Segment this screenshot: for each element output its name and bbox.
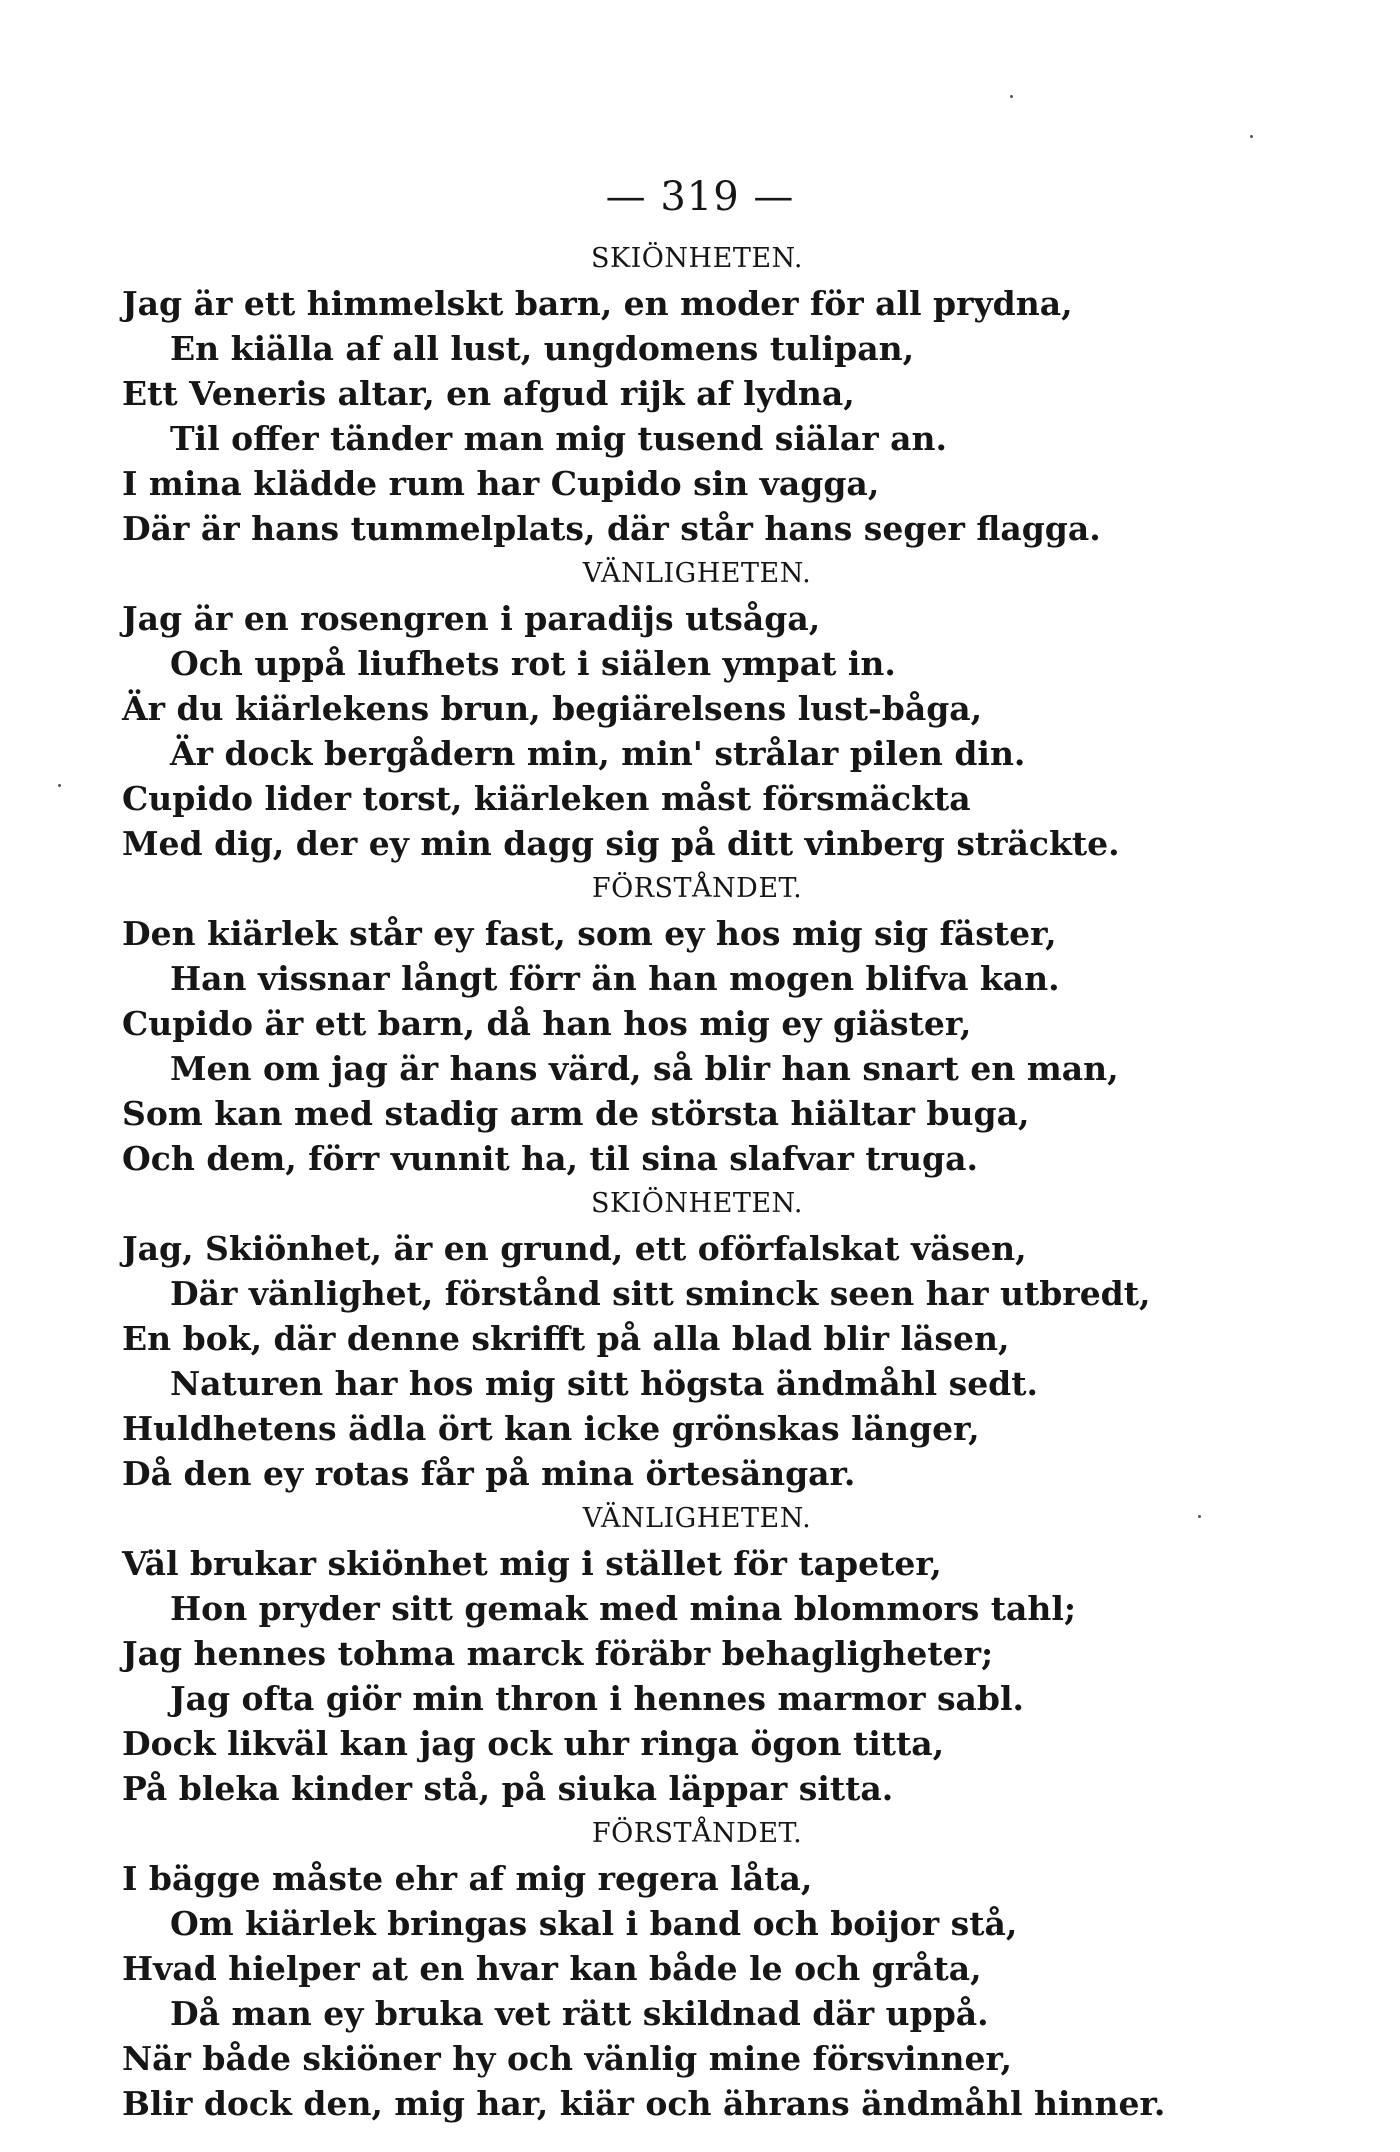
page-number: — 319 — <box>605 174 795 220</box>
verse-line: I bägge måste ehr af mig regera låta, <box>122 1859 813 1898</box>
speaker-heading: SKIÖNHETEN. <box>590 243 804 274</box>
verse-line: I mina klädde rum har Cupido sin vagga, <box>122 464 880 503</box>
verse-line: Jag är en rosengren i paradijs utsåga, <box>122 599 821 638</box>
verse-line: Men om jag är hans värd, så blir han snart en man, <box>170 1049 1119 1088</box>
verse-line: Hvad hielper at en hvar kan både le och gråta, <box>122 1949 982 1988</box>
verse-line: Blir dock den, mig har, kiär och ährans ändmåhl hinner. <box>122 2084 1166 2123</box>
verse-line: Med dig, der ey min dagg sig på ditt vinberg sträckte. <box>122 824 1120 863</box>
speaker-heading: FÖRSTÅNDET. <box>591 873 803 904</box>
verse-line: Om kiärlek bringas skal i band och boijor stå, <box>170 1904 1018 1943</box>
verse-line: Är du kiärlekens brun, begiärelsens lust-båga, <box>122 689 983 728</box>
verse-line: Naturen har hos mig sitt högsta ändmåhl sedt. <box>170 1364 1038 1403</box>
speaker-heading: SKIÖNHETEN. <box>590 1188 804 1219</box>
verse-line: Jag hennes tohma marck föräbr behagligheter; <box>122 1634 994 1673</box>
verse-line: Huldhetens ädla ört kan icke grönskas länger, <box>122 1409 980 1448</box>
verse-line: Och dem, förr vunnit ha, til sina slafvar truga. <box>122 1139 979 1178</box>
verse-line: Och uppå liufhets rot i siälen ympat in. <box>170 644 896 683</box>
speaker-heading: FÖRSTÅNDET. <box>591 1818 803 1849</box>
verse-line: Är dock bergådern min, min' strålar pilen din. <box>170 734 1026 773</box>
verse-line: Då man ey bruka vet rätt skildnad där uppå. <box>170 1994 989 2033</box>
verse-line: Til offer tänder man mig tusend siälar an. <box>170 419 947 458</box>
verse-line: Ett Veneris altar, en afgud rijk af lydna, <box>122 374 855 413</box>
verse-line: På bleka kinder stå, på siuka läppar sitta. <box>122 1769 894 1808</box>
verse-line: Där vänlighet, förstånd sitt sminck seen har utbredt, <box>170 1274 1151 1313</box>
verse-line: Jag, Skiönhet, är en grund, ett oförfalskat väsen, <box>122 1229 1027 1268</box>
verse-line: Han vissnar långt förr än han mogen blifva kan. <box>170 959 1060 998</box>
verse-line: Där är hans tummelplats, där står hans seger flagga. <box>122 509 1101 548</box>
verse-line: Den kiärlek står ey fast, som ey hos mig sig fäster, <box>122 914 1057 953</box>
verse-line: När både skiöner hy och vänlig mine försvinner, <box>122 2039 1012 2078</box>
paper-speck <box>1198 1515 1201 1518</box>
paper-speck <box>1250 135 1253 138</box>
verse-line: En bok, där denne skrifft på alla blad blir läsen, <box>122 1319 1010 1358</box>
paper-speck <box>58 784 61 787</box>
verse-line: Jag är ett himmelskt barn, en moder för all prydna, <box>122 284 1073 323</box>
verse-line: Cupido är ett barn, då han hos mig ey giäster, <box>122 1004 972 1043</box>
verse-line: En kiälla af all lust, ungdomens tulipan, <box>170 329 915 368</box>
verse-line: Då den ey rotas får på mina örtesängar. <box>122 1454 856 1493</box>
verse-line: Cupido lider torst, kiärleken måst försmäckta <box>122 779 971 818</box>
speaker-heading: VÄNLIGHETEN. <box>582 558 812 589</box>
verse-line: Hon pryder sitt gemak med mina blommors tahl; <box>170 1589 1077 1628</box>
paper-speck <box>1010 95 1013 98</box>
verse-line: Dock likväl kan jag ock uhr ringa ögon titta, <box>122 1724 945 1763</box>
verse-line: Som kan med stadig arm de största hiältar buga, <box>122 1094 1030 1133</box>
verse-line: Väl brukar skiönhet mig i stället för tapeter, <box>122 1544 942 1583</box>
poem-text <box>122 236 1352 2126</box>
speaker-heading: VÄNLIGHETEN. <box>582 1503 812 1534</box>
verse-line: Jag ofta giör min thron i hennes marmor sabl. <box>170 1679 1025 1718</box>
